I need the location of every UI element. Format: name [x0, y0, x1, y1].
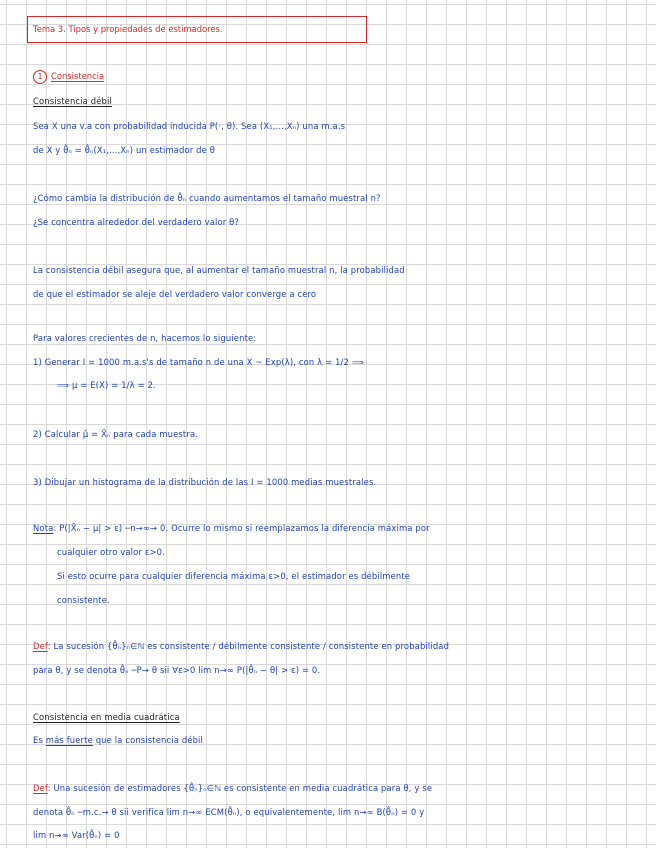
- step-3-line: 3) Dibujar un histograma de la distribución de las I = 1000 medias muestrales.: [33, 477, 377, 487]
- subsection-title-media-cuadratica: Consistencia en media cuadrática: [33, 712, 180, 722]
- subsection-title-consistencia-debil: Consistencia débil: [33, 96, 112, 106]
- def-1-line-2: para θ, y se denota θ̂ₙ ─P→ θ sii ∀ε>0 lim n→∞ P(|θ̂ₙ − θ| > ε) = 0.: [33, 665, 321, 675]
- nota-line-3: Si esto ocurre para cualquier diferencia máxima ε>0, el estimador es débilmente: [57, 571, 411, 581]
- text-line-6: de que el estimador se aleje del verdadero valor converge a cero: [33, 289, 317, 299]
- nota-label: Nota: [33, 523, 54, 533]
- page-title: Tema 3. Tipos y propiedades de estimadores.: [33, 24, 223, 34]
- section-number: 1: [33, 70, 47, 84]
- text-line-3: ¿Cómo cambia la distribución de θ̂ₙ cuando aumentamos el tamaño muestral n?: [33, 193, 381, 203]
- step-2-line: 2) Calcular μ̂ = X̄ₙ para cada muestra.: [33, 429, 199, 439]
- step-1-line-b: ⟹ μ = E(X) = 1/λ = 2.: [57, 380, 156, 390]
- nota-line-4: consistente.: [57, 595, 110, 605]
- stronger-text-a: Es: [33, 735, 46, 745]
- text-line-5: La consistencia débil asegura que, al aumentar el tamaño muestral n, la probabilidad: [33, 265, 405, 275]
- def-2-line-1: [33, 782, 432, 794]
- stronger-line: [33, 734, 203, 746]
- text-line-7: Para valores crecientes de n, hacemos lo siguiente:: [33, 333, 257, 343]
- text-line-4: ¿Se concentra alrededor del verdadero valor θ?: [33, 217, 240, 227]
- nota-text: : P(|X̄ₙ − μ| > ε) ─n→∞→ 0. Ocurre lo mismo si reemplazamos la diferencia máxima por: [53, 523, 430, 533]
- def-1-text: : La sucesión {θ̂ₙ}ₙ∈ℕ es consistente / débilmente consistente / consistente en probabilidad: [47, 641, 450, 651]
- def-2-line-3: lim n→∞ Var(θ̂ₙ) = 0: [33, 830, 120, 840]
- def-2-line-2: denota θ̂ₙ ─m.c.→ θ sii verifica lim n→∞ ECM(θ̂ₙ), o equivalentemente, lim n→∞ B(θ̂ₙ) = 0 y: [33, 807, 425, 817]
- nota-line-2: cualquier otro valor ε>0.: [57, 547, 165, 557]
- def-1-label: Def: [33, 641, 48, 651]
- nota-line-1: [33, 522, 430, 534]
- def-1-line-1: [33, 640, 449, 652]
- section-heading: [33, 69, 104, 84]
- text-line-1: Sea X una v.a con probabilidad inducida P(·, θ). Sea (X₁,...,Xₙ) una m.a.s: [33, 121, 346, 131]
- section-title: Consistencia: [51, 71, 105, 81]
- stronger-text-c: que la consistencia débil: [92, 735, 204, 745]
- stronger-text-b: más fuerte: [45, 735, 93, 745]
- def-2-text: : Una sucesión de estimadores {θ̂ₙ}ₙ∈ℕ es consistente en media cuadrática para θ, y se: [47, 783, 433, 793]
- def-2-label: Def: [33, 783, 48, 793]
- step-1-line-a: 1) Generar I = 1000 m.a.s's de tamaño n de una X ~ Exp(λ), con λ = 1/2 ⟹: [33, 357, 364, 367]
- text-line-2: de X y θ̂ₙ = θ̂ₙ(X₁,...,Xₙ) un estimador de θ: [33, 145, 216, 155]
